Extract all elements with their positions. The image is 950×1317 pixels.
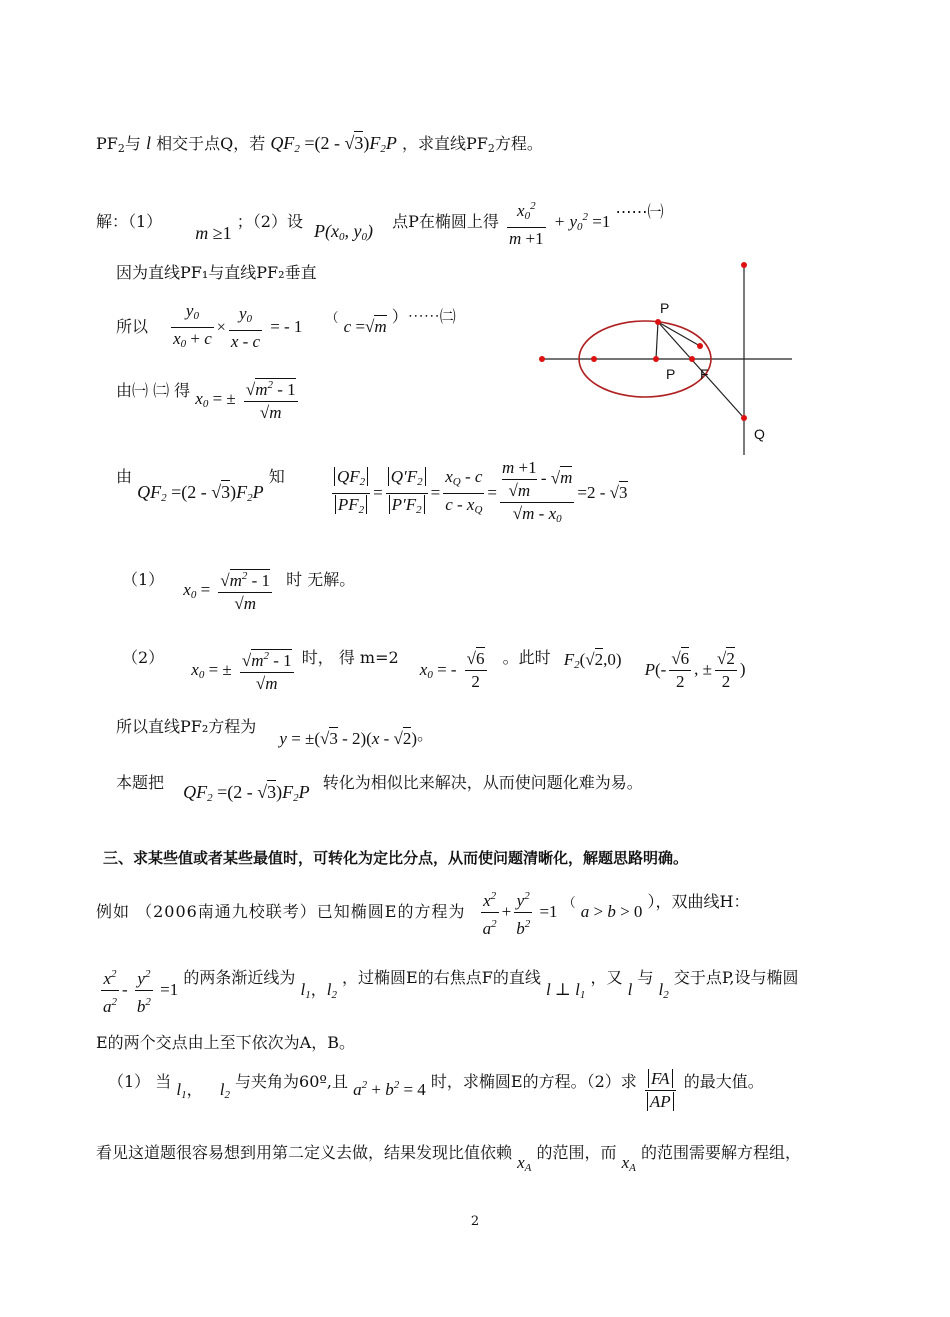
label-p-top: P bbox=[660, 300, 670, 316]
last-line: 看见这道题很容易想到用第二定义去做，结果发现比值依赖 $x_A$ 的范围，而 $x_A$ 的范围需要解方程组， bbox=[96, 1143, 801, 1174]
page-number: 2 bbox=[470, 1214, 480, 1229]
question-line: （1） 当 $l_1$， $l_2$ 与夹角为60º,且 $a^2 + b^2 = 4$ 时，求椭圆E的方程。（2）求 $\frac{FA}{AP}$ 的最大值。 bbox=[108, 1069, 764, 1111]
point-p bbox=[655, 319, 661, 325]
p-perpendicular bbox=[656, 322, 658, 359]
label-p-foot: P bbox=[666, 366, 676, 382]
so-line: 所以 $\frac{y_0}{x_0 + c}$ × $\frac{y_0}{x - c}$ = - 1 （ c =√m ）⋯⋯㈡ bbox=[116, 301, 456, 351]
text-line-1: $PF_2$与 l 相交于点Q，若 $QF_2 =(2 - √3)F_2P$ ，求直线$PF_2$方程。 bbox=[96, 133, 543, 155]
ellipse-diagram bbox=[530, 255, 810, 465]
asymptote-line: $\frac{x^2}{a^2}$ - $\frac{y^2}{b^2}$ =1 的两条渐近线为 $l_1$，$l_2$ ，过椭圆E的右焦点F的直线 l ⊥ $l_1$ ，又 l 与 $l_2$ 交于点P,设与椭圆 bbox=[98, 963, 799, 1018]
point-left bbox=[539, 356, 545, 362]
line-equation: 所以直线PF₂方程为 y = ±(√3 - 2)(x - √2)。 bbox=[116, 717, 434, 748]
point-top bbox=[741, 262, 747, 268]
from-12-line: 由㈠ ㈡ 得 $x_0$ = ± $\frac{√m^2 - 1}{√m}$ bbox=[116, 374, 301, 424]
point-q bbox=[741, 415, 747, 421]
ratio-line: 由 $QF_2 =(2 - √3)F_2P$ 知 $\frac{QF_2}{PF_2}$ = $\frac{Q'F_2}{P'F_2}$ = $\frac{x_Q - c}{c - x_Q}$ = $\frac{m +1}{√m}$ - √m $√m - x_0$ =2 - √3 bbox=[116, 458, 628, 525]
point-p-foot bbox=[653, 356, 659, 362]
label-f: F bbox=[700, 366, 709, 382]
perpendicular-line: 因为直线PF₁与直线PF₂垂直 bbox=[116, 263, 317, 282]
point-e bbox=[697, 343, 703, 349]
intersection-line: E的两个交点由上至下依次为A，B。 bbox=[96, 1033, 355, 1052]
example-line: 例如 （2006南通九校联考）已知椭圆E的方程为 $\frac{x^2}{a^2}$ + $\frac{y^2}{b^2}$ =1 （ a > b > 0 ），双曲线H： bbox=[96, 885, 749, 940]
solution-line: 解：（1） m ≥1 ；（2）设 $P(x_0$, $y_0$) 点P在椭圆上得 $\frac{x_0^2}{m +1}$ + $y_0^2 =1$ ⋯⋯㈠ bbox=[96, 195, 663, 245]
note-line: 本题把 $QF_2 =(2 - √3)F_2P$ 转化为相似比来解决，从而使问题化难为易。 bbox=[116, 773, 643, 804]
point-f1 bbox=[591, 356, 597, 362]
point-f bbox=[689, 356, 695, 362]
case-2-line: （2） $x_0$ = ± $\frac{√m^2 - 1}{√m}$ 时， 得 m=2 $x_0$ = - $\frac{√6}{2}$ 。此时 $F_2(√2,0)$ P(- $\frac{√6}{2}$ , ± $\frac{√2}{2}$ ) bbox=[122, 645, 746, 695]
label-q: Q bbox=[754, 426, 765, 442]
section-3-heading: 三、求某些值或者某些最值时，可转化为定比分点，从而使问题清晰化，解题思路明确。 bbox=[103, 849, 689, 867]
case-1-line: （1） $x_0$ = $\frac{√m^2 - 1}{√m}$ 时 无解。 bbox=[122, 565, 355, 615]
